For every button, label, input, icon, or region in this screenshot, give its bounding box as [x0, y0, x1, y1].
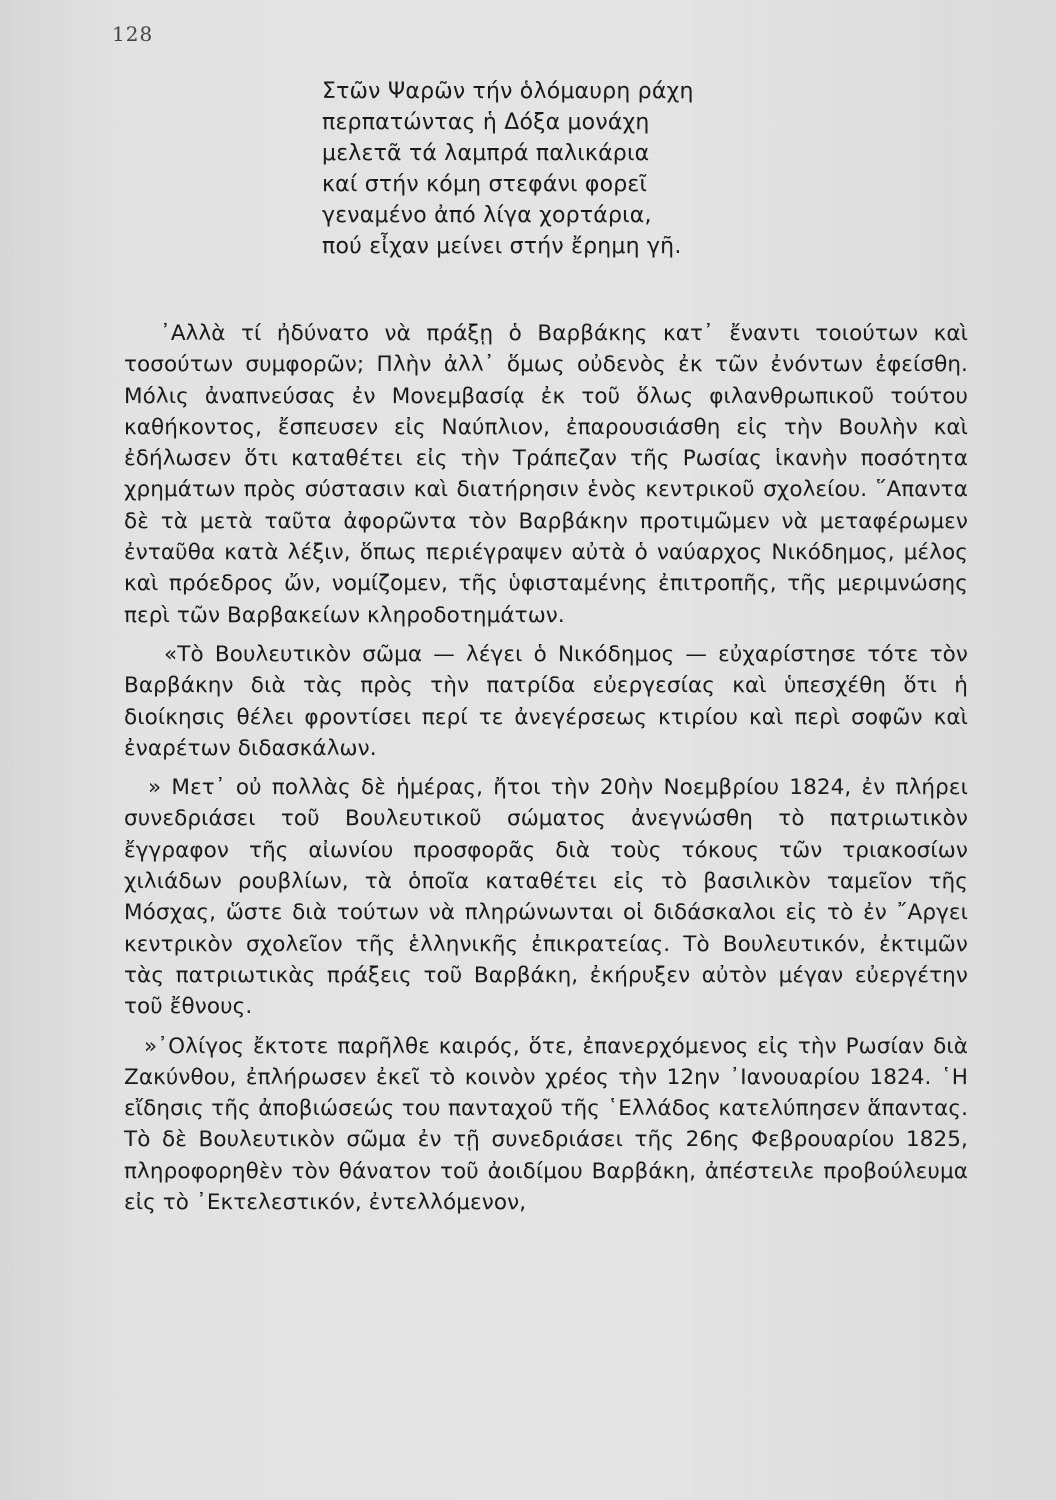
poem-stanza — [322, 76, 962, 262]
poem-line: πού εἶχαν μείνει στήν ἔρημη γῆ. — [322, 234, 682, 259]
page-number: 128 — [112, 22, 154, 46]
paragraph: » Μετ᾿ οὐ πολλὰς δὲ ἡμέρας, ἤτοι τὴν 20ὴν Νοεμβρίου 1824, ἐν πλήρει συνεδριάσει τοῦ Βουλευτικοῦ σώματος ἀνεγνώσθη τὸ πατριωτικὸν ἔγγραφον τῆς αἰωνίου προσφορᾶς διὰ τοὺς τόκους τῶν τριακοσίων χιλιάδων ρουβλίων, τὰ ὁποῖα καταθέτει εἰς τὸ βασιλικὸν ταμεῖον τῆς Μόσχας, ὥστε διὰ τούτων νὰ πληρώνωνται οἱ διδάσκαλοι εἰς τὸ ἐν ῎Αργει κεντρικὸν σχολεῖον τῆς ἑλληνικῆς ἐπικρατείας. Τὸ Βουλευτικόν, ἐκτιμῶν τὰς πατριωτικὰς πράξεις τοῦ Βαρβάκη, ἐκήρυξεν αὐτὸν μέγαν εὐεργέτην τοῦ ἔθνους. — [124, 775, 968, 1020]
paragraph: ᾿Αλλὰ τί ἠδύνατο νὰ πράξῃ ὁ Βαρβάκης κατ᾿ ἔναντι τοιούτων καὶ τοσούτων συμφορῶν; Πλὴν ἀλλ᾿ ὅμως οὐδενὸς ἐκ τῶν ἐνόντων ἐφείσθη. Μόλις ἀναπνεύσας ἐν Μονεμβασίᾳ ἐκ τοῦ ὅλως φιλανθρωπικοῦ τούτου καθήκοντος, ἔσπευσεν εἰς Ναύπλιον, ἐπαρουσιάσθη εἰς τὴν Βουλὴν καὶ ἐδήλωσεν ὅτι καταθέτει εἰς τὴν Τράπεζαν τῆς Ρωσίας ἱκανὴν ποσότητα χρημάτων πρὸς σύστασιν καὶ διατήρησιν ἑνὸς κεντρικοῦ σχολείου. ῞Απαντα δὲ τὰ μετὰ ταῦτα ἀφορῶντα τὸν Βαρβάκην προτιμῶμεν νὰ μεταφέρωμεν ἐνταῦθα κατὰ λέξιν, ὅπως περιέγραψεν αὐτὰ ὁ ναύαρχος Νικόδημος, μέλος καὶ πρόεδρος ὤν, νομίζομεν, τῆς ὑφισταμένης ἐπιτροπῆς, τῆς μεριμνώσης περὶ τῶν Βαρβακείων κληροδοτημάτων. — [124, 321, 968, 628]
poem-line: περπατώντας ἡ Δόξα μονάχη — [322, 110, 650, 135]
paragraph: »᾿Ολίγος ἔκτοτε παρῆλθε καιρός, ὅτε, ἐπανερχόμενος εἰς τὴν Ρωσίαν διὰ Ζακύνθου, ἐπλήρωσεν ἐκεῖ τὸ κοινὸν χρέος τὴν 12ην ᾿Ιανουαρίου 1824. ῾Η εἴδησις τῆς ἀποβιώσεώς του πανταχοῦ τῆς ῾Ελλάδος κατελύπησεν ἅπαντας. Τὸ δὲ Βουλευτικὸν σῶμα ἐν τῇ συνεδριάσει τῆς 26ης Φεβρουαρίου 1825, πληροφορηθὲν τὸν θάνατον τοῦ ἀοιδίμου Βαρβάκη, ἀπέστειλε προβούλευμα εἰς τὸ ᾿Εκτελεστικόν, ἐντελλόμενον, — [124, 1033, 968, 1216]
paragraph: «Τὸ Βουλευτικὸν σῶμα — λέγει ὁ Νικόδημος — εὐχαρίστησε τότε τὸν Βαρβάκην διὰ τὰς πρὸς τὴν πατρίδα εὐεργεσίας καὶ ὑπεσχέθη ὅτι ἡ διοίκησις θέλει φροντίσει περί τε ἀνεγέρσεως κτιρίου καὶ περὶ σοφῶν καὶ ἐναρέτων διδασκάλων. — [124, 641, 968, 761]
poem-line: γεναμένο ἀπό λίγα χορτάρια, — [322, 203, 652, 228]
poem-line: μελετᾶ τά λαμπρά παλικάρια — [322, 141, 650, 166]
poem-line: καί στήν κόμη στεφάνι φορεῖ — [322, 172, 648, 197]
body-text — [124, 318, 968, 1226]
poem-line: Στῶν Ψαρῶν τήν ὁλόμαυρη ράχη — [322, 79, 694, 104]
